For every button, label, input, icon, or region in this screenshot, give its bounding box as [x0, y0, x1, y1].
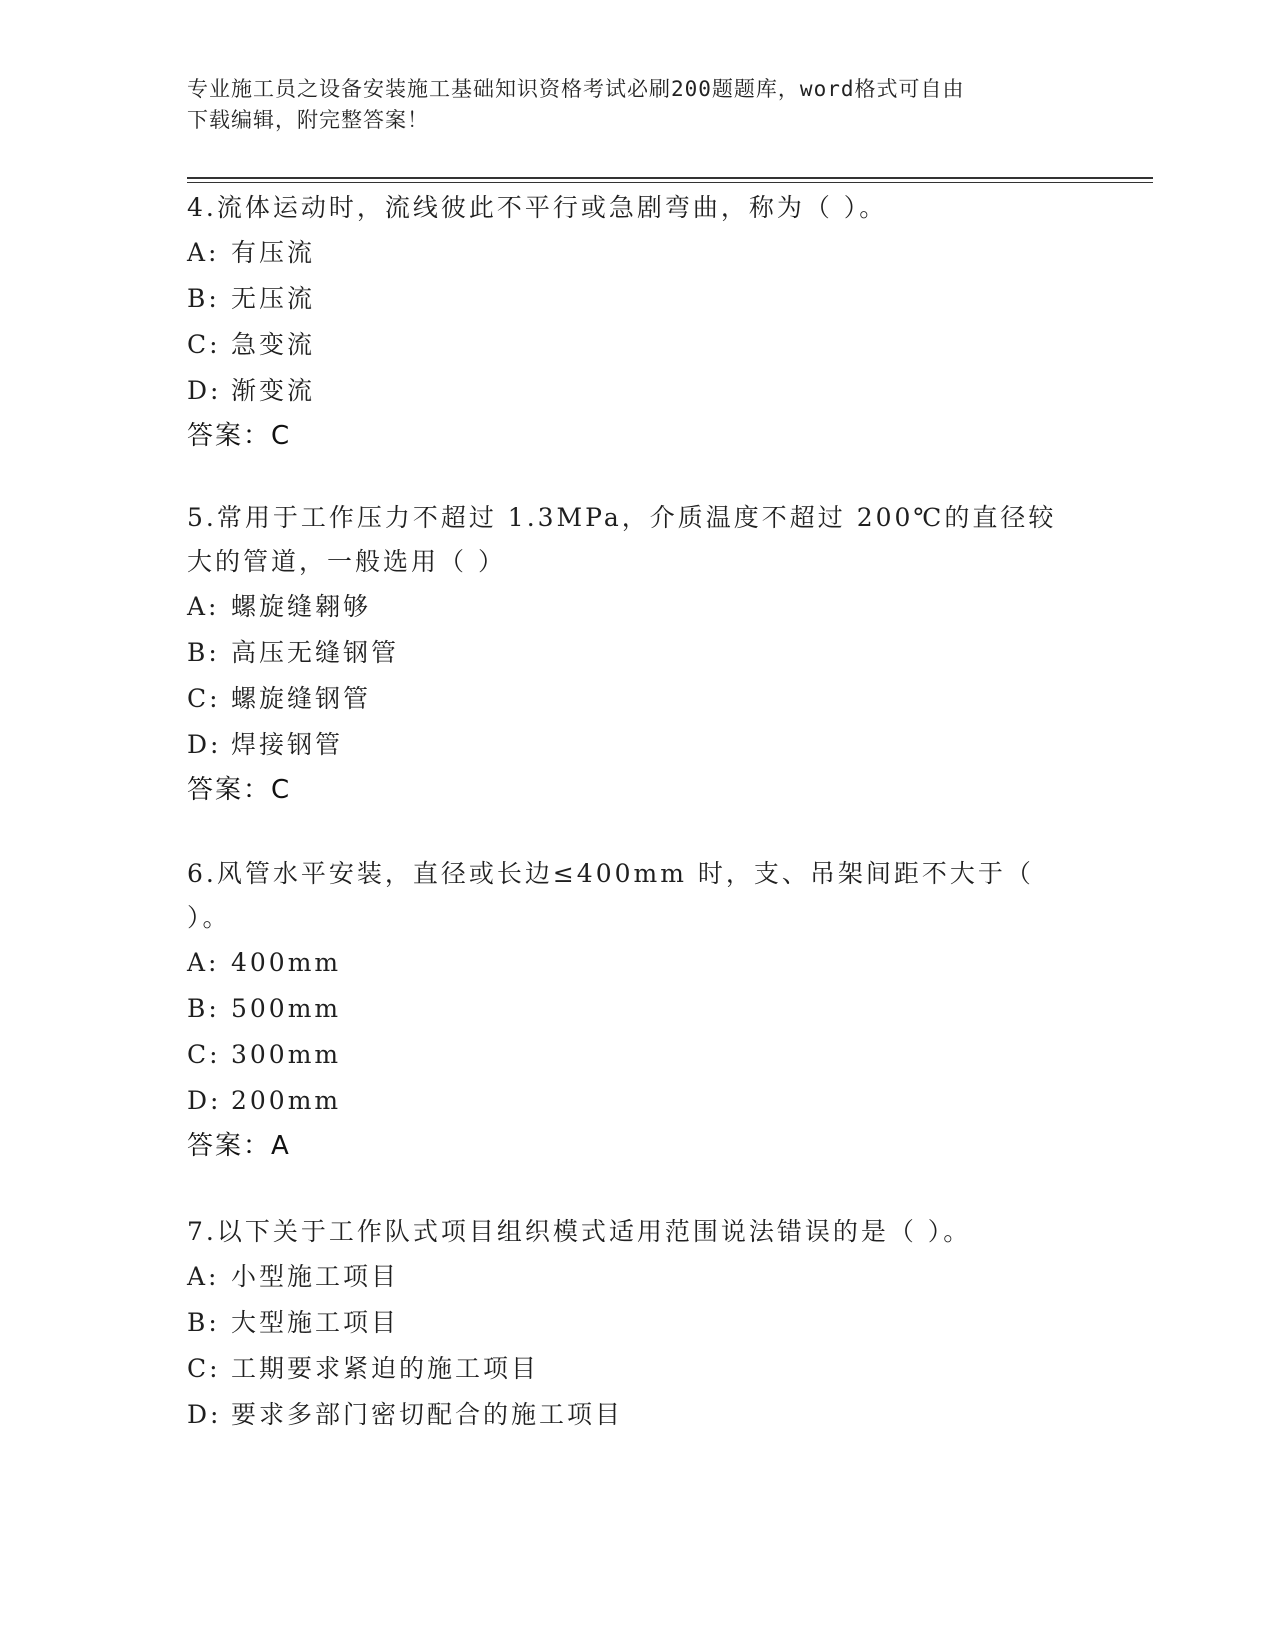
option-text: 大型施工项目	[231, 1308, 400, 1337]
question-6	[187, 852, 1067, 1168]
option-text: 500mm	[231, 994, 342, 1023]
option-key: B:	[187, 638, 220, 667]
option-c	[187, 322, 1067, 368]
option-key: C:	[187, 330, 221, 359]
option-key: B:	[187, 1308, 220, 1337]
question-7	[187, 1210, 1067, 1438]
option-text: 300mm	[231, 1040, 342, 1069]
option-text: 400mm	[231, 948, 342, 977]
option-d	[187, 722, 1067, 768]
option-text: 高压无缝钢管	[231, 638, 400, 667]
option-text: 200mm	[231, 1086, 342, 1115]
option-key: C:	[187, 1040, 221, 1069]
question-5	[187, 496, 1067, 812]
option-c	[187, 676, 1067, 722]
option-text: 有压流	[231, 238, 316, 267]
option-a	[187, 584, 1067, 630]
option-key: D:	[187, 730, 222, 759]
option-key: B:	[187, 994, 220, 1023]
answer-label: 答案：C	[187, 775, 292, 805]
question-stem: 4.流体运动时，流线彼此不平行或急剧弯曲，称为（ ）。	[187, 193, 888, 222]
option-key: A:	[187, 1262, 220, 1291]
option-key: C:	[187, 1354, 221, 1383]
answer-label: 答案：A	[187, 1131, 291, 1161]
option-text: 渐变流	[231, 376, 316, 405]
option-text: 螺旋缝钢管	[231, 684, 372, 713]
option-text: 焊接钢管	[231, 730, 344, 759]
option-text: 螺旋缝翱够	[231, 592, 372, 621]
option-text: 急变流	[231, 330, 316, 359]
option-b	[187, 276, 1067, 322]
option-b	[187, 1300, 1067, 1346]
header-divider-thick	[187, 177, 1153, 179]
option-key: D:	[187, 376, 222, 405]
question-stem: 5.常用于工作压力不超过 1.3MPa，介质温度不超过 200℃的直径较大的管道，一般选用（ ）	[187, 503, 1057, 576]
option-text: 工期要求紧迫的施工项目	[231, 1354, 540, 1383]
header-line-1: 专业施工员之设备安装施工基础知识资格考试必刷200题题库，word格式可自由	[187, 77, 965, 101]
question-4	[187, 186, 1067, 458]
header-line-2: 下载编辑，附完整答案！	[187, 108, 429, 132]
option-d	[187, 1078, 1067, 1124]
option-text: 无压流	[231, 284, 316, 313]
question-stem: 7.以下关于工作队式项目组织模式适用范围说法错误的是（ ）。	[187, 1217, 972, 1246]
option-a	[187, 940, 1067, 986]
option-d	[187, 1392, 1067, 1438]
option-key: B:	[187, 284, 220, 313]
answer-label: 答案：C	[187, 421, 292, 451]
option-key: A:	[187, 592, 220, 621]
option-key: A:	[187, 238, 220, 267]
option-key: D:	[187, 1400, 222, 1429]
option-b	[187, 630, 1067, 676]
option-d	[187, 368, 1067, 414]
option-a	[187, 1254, 1067, 1300]
document-header	[187, 74, 1067, 136]
option-key: C:	[187, 684, 221, 713]
option-c	[187, 1032, 1067, 1078]
option-text: 要求多部门密切配合的施工项目	[231, 1400, 624, 1429]
option-a	[187, 230, 1067, 276]
option-key: D:	[187, 1086, 222, 1115]
question-stem: 6.风管水平安装，直径或长边≤400mm 时，支、吊架间距不大于（ ）。	[187, 859, 1034, 932]
option-text: 小型施工项目	[231, 1262, 400, 1291]
option-b	[187, 986, 1067, 1032]
header-divider-thin	[187, 182, 1153, 183]
option-key: A:	[187, 948, 220, 977]
option-c	[187, 1346, 1067, 1392]
